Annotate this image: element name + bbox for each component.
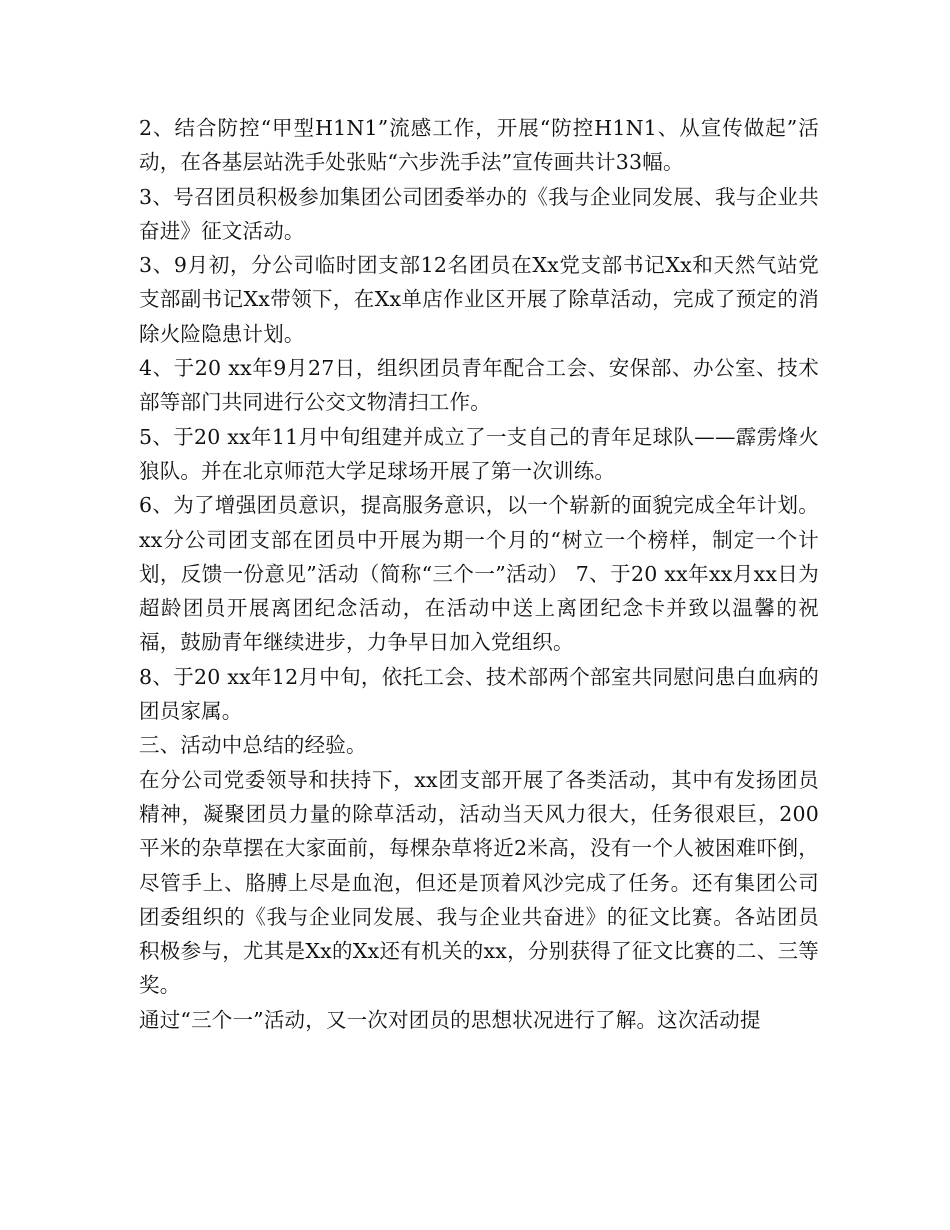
paragraph-item-5: 5、于20 xx年11月中旬组建并成立了一支自己的青年足球队——霹雳烽火狼队。并在北京师范大学足球场开展了第一次训练。 xyxy=(139,424,819,483)
paragraph-item-3-weeding: 3、9月初，分公司临时团支部12名团员在Xx党支部书记Xx和天然气站党支部副书记Xx带领下，在Xx单店作业区开展了除草活动，完成了预定的消除火险隐患计划。 xyxy=(139,253,819,346)
paragraph-item-6-7: 6、为了增强团员意识，提高服务意识，以一个崭新的面貌完成全年计划。xx分公司团支部在团员中开展为期一个月的“树立一个榜样，制定一个计划，反馈一份意见”活动（简称“三个一”活动） 7、于20 xx年xx月xx日为超龄团员开展离团纪念活动，在活动中送上离团纪念卡并致以温馨的祝福，鼓励青年继续进步，力争早日加入党组织。 xyxy=(139,493,819,655)
paragraph-item-8: 8、于20 xx年12月中旬，依托工会、技术部两个部室共同慰问患白血病的团员家属。 xyxy=(139,664,819,724)
document-body xyxy=(139,111,819,1037)
paragraph-item-3-essay: 3、号召团员积极参加集团公司团委举办的《我与企业同发展、我与企业共奋进》征文活动。 xyxy=(139,184,819,243)
paragraph-experience-summary: 在分公司党委领导和扶持下，xx团支部开展了各类活动，其中有发扬团员精神，凝聚团员力量的除草活动，活动当天风力很大，任务很艰巨，200平米的杂草摆在大家面前，每棵杂草将近2米高，没有一个人被困难吓倒，尽管手上、胳膊上尽是血泡，但还是顶着风沙完成了任务。还有集团公司团委组织的《我与企业同发展、我与企业共奋进》的征文比赛。各站团员积极参与，尤其是Xx的Xx还有机关的xx，分别获得了征文比赛的二、三等奖。 xyxy=(139,767,819,998)
paragraph-three-ones: 通过“三个一”活动，又一次对团员的思想状况进行了解。这次活动提 xyxy=(139,1007,761,1032)
paragraph-item-2: 2、结合防控“甲型H1N1”流感工作，开展“防控H1N1、从宣传做起”活动，在各基层站洗手处张贴“六步洗手法”宣传画共计33幅。 xyxy=(139,116,819,175)
section-heading-experience: 三、活动中总结的经验。 xyxy=(139,733,367,758)
paragraph-item-4: 4、于20 xx年9月27日，组织团员青年配合工会、安保部、办公室、技术部等部门共同进行公交文物清扫工作。 xyxy=(139,356,819,415)
